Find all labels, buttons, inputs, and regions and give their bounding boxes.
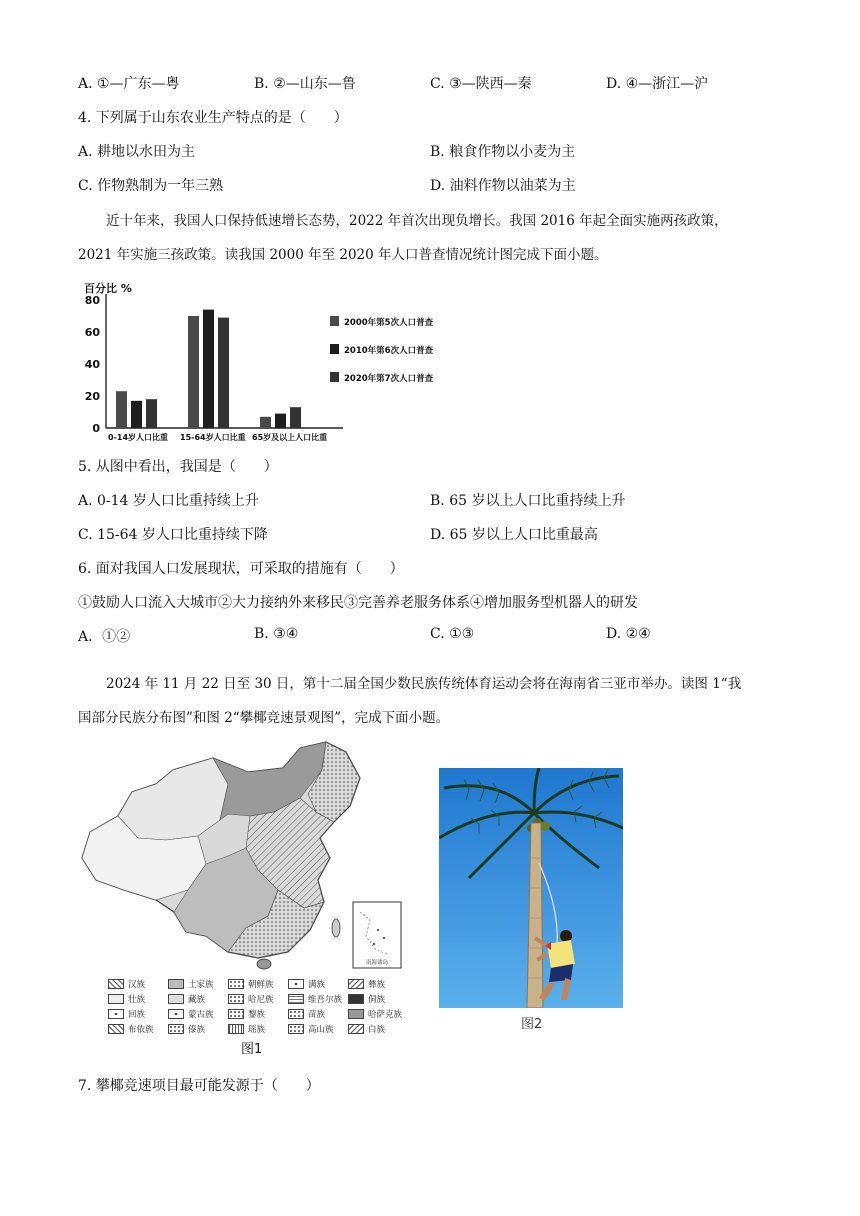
legend-item	[108, 993, 145, 1005]
q5-option-b: B. 65 岁以上人口比重持续上升	[430, 493, 626, 509]
hainan-island	[257, 959, 271, 969]
legend-item	[288, 978, 325, 990]
chart-ytick: 60	[84, 326, 100, 339]
legend-label: 土家族	[188, 980, 214, 990]
legend-label: 藏族	[188, 995, 206, 1005]
legend-swatch	[108, 1009, 124, 1019]
legend-label: 白族	[368, 1025, 386, 1035]
legend-item	[168, 978, 214, 990]
legend-swatch	[348, 1024, 364, 1034]
q6-option-d: D. ②④	[606, 626, 651, 642]
q4-option-a: A. 耕地以水田为主	[78, 144, 196, 160]
chart-category-label: 65岁及以上人口比重	[252, 433, 328, 442]
legend-label: 汉族	[128, 980, 146, 990]
q5-option-a: A. 0-14 岁人口比重持续上升	[78, 493, 259, 509]
chart-ytick: 80	[84, 294, 100, 307]
ethnic-legend	[108, 978, 408, 1040]
chart-bar	[188, 316, 199, 428]
chart-legend-label: 2010年第6次人口普查	[344, 346, 434, 356]
legend-swatch	[168, 1024, 184, 1034]
legend-label: 哈萨克族	[368, 1010, 403, 1020]
figure2-caption: 图2	[521, 1017, 543, 1032]
legend-label: 高山族	[308, 1025, 334, 1035]
legend-swatch	[348, 994, 364, 1004]
legend-item	[348, 993, 385, 1005]
taiwan-island	[332, 919, 340, 937]
chart-bar	[290, 407, 301, 428]
passage2-line1: 2024 年 11 月 22 日至 30 日，第十二届全国少数民族传统体育运动会将在海南省三亚市举办。读图 1“我	[106, 676, 742, 692]
chart-ytick: 20	[84, 390, 100, 403]
q5-option-c: C. 15-64 岁人口比重持续下降	[78, 527, 268, 543]
passage1-line2: 2021 年实施三孩政策。读我国 2000 年至 2020 年人口普查情况统计图完成下面小题。	[78, 247, 608, 263]
legend-item	[108, 1008, 145, 1020]
chart-bar	[203, 310, 214, 428]
chart-bar	[146, 399, 157, 428]
population-chart-svg	[78, 276, 458, 442]
q6-option-a: A．①②	[78, 629, 131, 645]
legend-swatch	[108, 994, 124, 1004]
q5-stem: 5. 从图中看出，我国是（ ）	[78, 459, 278, 475]
legend-item	[228, 1023, 265, 1035]
legend-label: 维吾尔族	[308, 995, 343, 1005]
legend-label: 蒙古族	[188, 1010, 214, 1020]
ethnic-map-figure	[78, 740, 418, 1060]
legend-item	[348, 978, 385, 990]
inset-label: 南海诸岛	[365, 960, 389, 966]
chart-bar	[116, 391, 127, 428]
legend-label: 满族	[308, 980, 326, 990]
legend-label: 傣族	[188, 1025, 206, 1035]
legend-swatch	[168, 979, 184, 989]
chart-legend-swatch	[330, 316, 339, 326]
legend-swatch	[228, 979, 244, 989]
legend-label: 彝族	[368, 980, 386, 990]
legend-swatch	[348, 979, 364, 989]
legend-swatch	[168, 1009, 184, 1019]
chart-legend-swatch	[330, 344, 339, 354]
legend-swatch	[168, 994, 184, 1004]
q3-option-d: D. ④—浙江—沪	[606, 76, 709, 92]
q6-statements: ①鼓励人口流入大城市②大力接纳外来移民③完善养老服务体系④增加服务型机器人的研发	[78, 595, 638, 611]
legend-item	[348, 1023, 385, 1035]
legend-label: 瑶族	[248, 1025, 266, 1035]
coconut-climbing-photo	[439, 768, 623, 1008]
chart-legend-label: 2020年第7次人口普查	[344, 374, 434, 384]
chart-ytick: 0	[92, 422, 100, 435]
q3-option-b: B. ②—山东—鲁	[254, 76, 356, 92]
legend-label: 朝鲜族	[248, 980, 274, 990]
legend-item	[288, 1023, 334, 1035]
legend-item	[288, 993, 342, 1005]
chart-bar	[131, 401, 142, 428]
q4-option-b: B. 粮食作物以小麦为主	[430, 144, 576, 160]
legend-swatch	[288, 994, 304, 1004]
q4-option-d: D. 油料作物以油菜为主	[430, 178, 576, 194]
q4-stem: 4. 下列属于山东农业生产特点的是（ ）	[78, 110, 348, 126]
legend-swatch	[288, 979, 304, 989]
legend-item	[288, 1008, 325, 1020]
chart-legend-label: 2000年第5次人口普查	[344, 318, 434, 328]
passage1-line1: 近十年来，我国人口保持低速增长态势，2022 年首次出现负增长。我国 2016 年起全面实施两孩政策，	[106, 213, 728, 229]
chart-legend-swatch	[330, 372, 339, 382]
figure1-caption: 图1	[241, 1042, 263, 1057]
population-chart	[78, 276, 458, 442]
legend-item	[228, 978, 274, 990]
chart-bar	[260, 417, 271, 428]
legend-label: 布依族	[128, 1025, 154, 1035]
q4-option-c: C. 作物熟制为一年三熟	[78, 178, 224, 194]
legend-item	[108, 978, 145, 990]
legend-label: 侗族	[368, 995, 386, 1005]
q3-option-a: A. ①—广东—粤	[78, 76, 180, 92]
legend-item	[168, 993, 205, 1005]
q6-stem: 6. 面对我国人口发展现状，可采取的措施有（ ）	[78, 561, 404, 577]
legend-label: 黎族	[248, 1010, 266, 1020]
legend-item	[348, 1008, 402, 1020]
chart-ytick: 40	[84, 358, 100, 371]
q5-option-d: D. 65 岁以上人口比重最高	[430, 527, 598, 543]
legend-item	[228, 1008, 265, 1020]
q3-option-c: C. ③—陕西—秦	[430, 76, 532, 92]
legend-label: 壮族	[128, 995, 146, 1005]
legend-item	[168, 1008, 214, 1020]
legend-swatch	[288, 1009, 304, 1019]
legend-swatch	[228, 1024, 244, 1034]
legend-label: 哈尼族	[248, 995, 274, 1005]
legend-swatch	[108, 979, 124, 989]
legend-swatch	[108, 1024, 124, 1034]
legend-swatch	[228, 994, 244, 1004]
legend-label: 回族	[128, 1010, 146, 1020]
q6-option-c: C. ①③	[430, 626, 475, 642]
legend-item	[228, 993, 274, 1005]
q6-option-b: B. ③④	[254, 626, 299, 642]
chart-bar	[218, 318, 229, 428]
china-map	[78, 740, 418, 970]
q7-stem: 7. 攀椰竞速项目最可能发源于（ ）	[78, 1078, 320, 1094]
legend-item	[108, 1023, 154, 1035]
photo-illustration	[439, 768, 623, 1008]
chart-bar	[275, 414, 286, 428]
chart-ylabel: 百分比 %	[84, 282, 132, 295]
legend-label: 苗族	[308, 1010, 326, 1020]
legend-swatch	[348, 1009, 364, 1019]
chart-category-label: 15-64岁人口比重	[180, 433, 246, 442]
legend-item	[168, 1023, 205, 1035]
passage2-line2: 国部分民族分布图”和图 2“攀椰竞速景观图”，完成下面小题。	[78, 710, 450, 726]
legend-swatch	[288, 1024, 304, 1034]
chart-category-label: 0-14岁人口比重	[108, 433, 169, 442]
legend-swatch	[228, 1009, 244, 1019]
